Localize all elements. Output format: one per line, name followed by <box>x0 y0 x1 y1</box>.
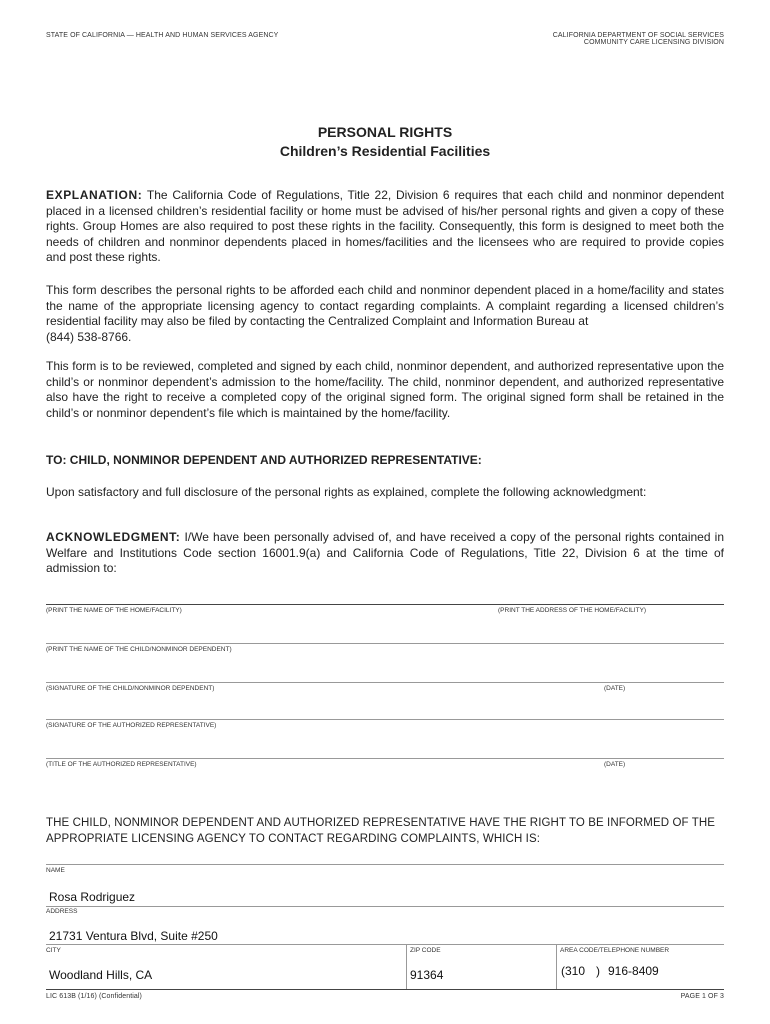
zip-divider <box>406 944 407 990</box>
home-address-label: (PRINT THE ADDRESS OF THE HOME/FACILITY) <box>498 607 647 614</box>
explanation-label: EXPLANATION: <box>46 188 143 202</box>
agency-header-left: STATE OF CALIFORNIA — HEALTH AND HUMAN SERVICES AGENCY <box>46 32 279 39</box>
agency-bottom-rule <box>46 989 724 990</box>
child-signature-line[interactable] <box>46 682 724 683</box>
acknowledgment-label: ACKNOWLEDGMENT: <box>46 530 181 544</box>
rights-statement: THE CHILD, NONMINOR DEPENDENT AND AUTHORIZED REPRESENTATIVE HAVE THE RIGHT TO BE INFORMED OF THE APPROPRIATE LICENSING AGENCY TO CONTACT REGARDING COMPLAINTS, WHICH IS: <box>46 817 716 845</box>
child-name-line[interactable] <box>46 643 724 644</box>
rep-title-label: (TITLE OF THE AUTHORIZED REPRESENTATIVE) <box>46 761 197 768</box>
agency-top-rule <box>46 864 724 865</box>
name-label: NAME <box>46 867 65 874</box>
child-date-label: (DATE) <box>604 685 626 692</box>
complaint-paragraph <box>46 283 724 345</box>
child-signature-label: (SIGNATURE OF THE CHILD/NONMINOR DEPENDENT) <box>46 685 215 692</box>
agency-zip-field[interactable]: 91364 <box>410 968 444 982</box>
page-subtitle: Children’s Residential Facilities <box>279 143 491 159</box>
child-name-label: (PRINT THE NAME OF THE CHILD/NONMINOR DEPENDENT) <box>46 646 232 653</box>
acknowledgment-text: I/We have been personally advised of, and have received a copy of the personal rights contained in Welfare and Institutions Code section 16001.9(a) and California Code of Regulations, Title 22, Division 6 at the time of admission to: <box>46 530 724 575</box>
complaint-text: This form describes the personal rights to be afforded each child and nonminor dependent placed in a home/facility and states the name of the appropriate licensing agency to contact regarding complaints. A complaint regarding a licensed children’s residential facility may also be filed by contacting the Centralized Complaint and Information Bureau at <box>46 283 724 328</box>
area-code-close-paren: ) <box>596 964 600 978</box>
zip-label: ZIP CODE <box>410 947 441 954</box>
agency-city-field[interactable]: Woodland Hills, CA <box>49 968 153 982</box>
address-label: ADDRESS <box>46 908 78 915</box>
city-label: CITY <box>46 947 61 954</box>
review-text: This form is to be reviewed, completed and signed by each child, nonminor dependent, and authorized representative upon the child’s or nonminor dependent’s admission to the home/facility. The child, nonminor dependent, and authorized representative also have the right to receive a completed copy of the original signed form. The original signed form shall be retained in the child’s or nonminor dependent’s file which is maintained by the home/facility. <box>46 359 724 420</box>
agency-name-field[interactable]: Rosa Rodriguez <box>49 890 136 904</box>
home-name-label: (PRINT THE NAME OF THE HOME/FACILITY) <box>46 607 182 614</box>
agency-phone-field[interactable]: 916-8409 <box>608 964 659 978</box>
agency-header-right <box>553 32 724 46</box>
division-name: COMMUNITY CARE LICENSING DIVISION <box>583 39 724 46</box>
phone-label: AREA CODE/TELEPHONE NUMBER <box>560 947 670 954</box>
explanation-paragraph <box>46 188 724 266</box>
home-name-line[interactable] <box>46 604 724 605</box>
rep-date-label: (DATE) <box>604 761 626 768</box>
page-title: PERSONAL RIGHTS <box>317 124 453 140</box>
disclosure-text: Upon satisfactory and full disclosure of the personal rights as explained, complete the following acknowledgment: <box>46 485 647 499</box>
form-id: LIC 613B (1/16) (Confidential) <box>46 993 142 1000</box>
phone-divider <box>556 944 557 990</box>
acknowledgment-paragraph <box>46 530 724 577</box>
to-heading: TO: CHILD, NONMINOR DEPENDENT AND AUTHORIZED REPRESENTATIVE: <box>46 453 482 467</box>
review-paragraph <box>46 359 724 421</box>
page-number: PAGE 1 OF 3 <box>680 993 724 1000</box>
agency-area-code-field[interactable]: (310 <box>561 964 586 978</box>
department-name: CALIFORNIA DEPARTMENT OF SOCIAL SERVICES <box>552 32 724 39</box>
rep-title-line[interactable] <box>46 758 724 759</box>
explanation-text: The California Code of Regulations, Title 22, Division 6 requires that each child and nonminor dependent placed in a licensed children’s residential facility or home must be advised of his/her personal rights and given a copy of these rights. Group Homes are also required to post these rights in the facility. Consequently, this form is designed to meet both the needs of children and nonminor dependents placed in homes/facilities and the licensees who are required to provide copies and post these rights. <box>46 188 724 264</box>
address-rule <box>46 906 724 907</box>
rep-signature-label: (SIGNATURE OF THE AUTHORIZED REPRESENTATIVE) <box>46 722 217 729</box>
city-rule <box>46 944 724 945</box>
rep-signature-line[interactable] <box>46 719 724 720</box>
agency-address-field[interactable]: 21731 Ventura Blvd, Suite #250 <box>49 929 218 943</box>
complaint-phone: (844) 538-8766. <box>46 329 132 344</box>
